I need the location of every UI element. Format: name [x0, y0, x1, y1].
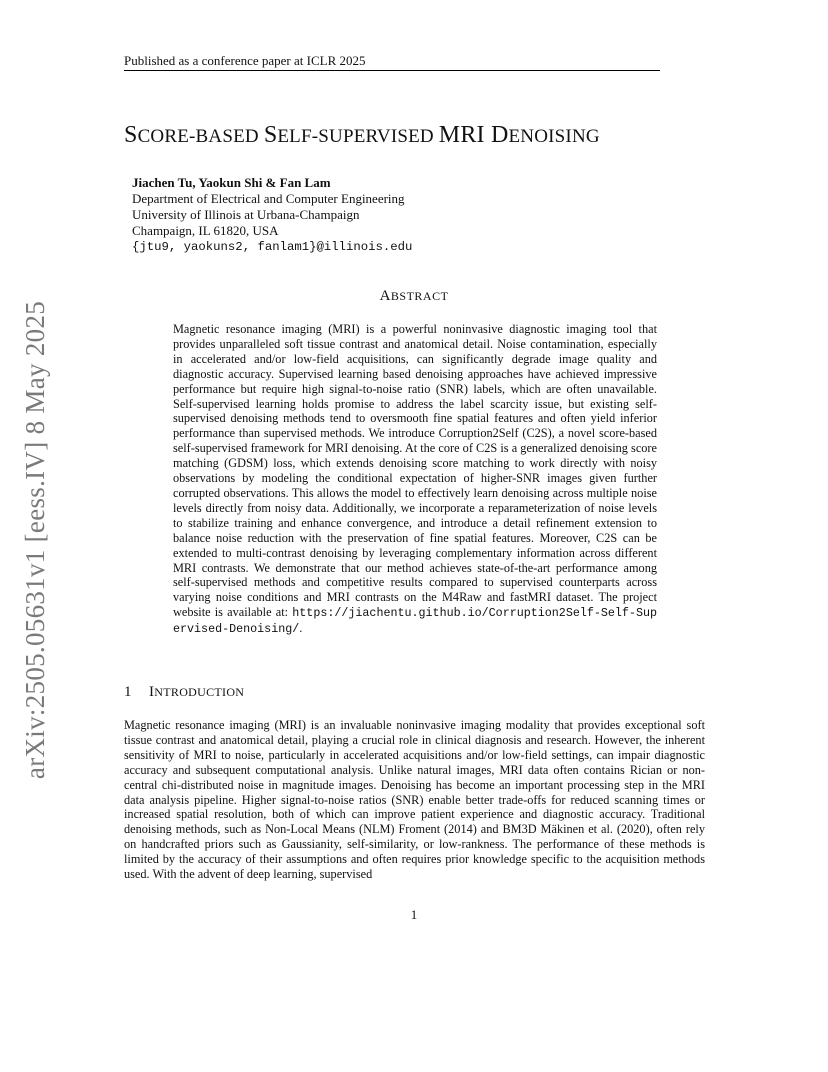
section-heading-introduction: 1 INTRODUCTION — [124, 684, 245, 700]
arxiv-sidebar-id: arXiv:2505.05631v1 [eess.IV] 8 May 2025 — [20, 300, 50, 780]
author-names: Jiachen Tu, Yaokun Shi & Fan Lam — [132, 175, 331, 190]
conference-note: Published as a conference paper at ICLR 2025 — [124, 53, 366, 68]
header-rule — [124, 70, 660, 71]
author-emails[interactable]: {jtu9, yaokuns2, fanlam1}@illinois.edu — [132, 240, 413, 254]
project-url-link[interactable]: https://jiachentu.github.io/Corruption2Self-Self-Supervised-Denoising/ — [173, 606, 657, 637]
introduction-paragraph: Magnetic resonance imaging (MRI) is an invaluable noninvasive imaging modality that provides exceptional soft tissue contrast and anatomical detail, playing a crucial role in clinical diagnosis and research. However, the inherent sensitivity of MRI to noise, particularly in accelerated acquisitions and/or low-field settings, can impair diagnostic accuracy and subsequent computational analysis. Unlike natural images, MRI data often contains Rician or non-central chi-distributed noise in magnitude images. Denoising has become an important processing step in the MRI data analysis pipeline. Higher signal-to-noise ratios (SNR) enable better trade-offs for reduced scanning times or increased spatial resolution, both of which can improve patient experience and diagnostic accuracy. Traditional denoising methods, such as Non-Local Means (NLM) Froment (2014) and BM3D Mäkinen et al. (2020), often rely on handcrafted priors such as Gaussianity, self-similarity, or low-rankness. The performance of these methods is limited by the accuracy of their assumptions and often requires prior knowledge specific to the acquisition methods used. With the advent of deep learning, supervised — [124, 718, 705, 882]
abstract-body: Magnetic resonance imaging (MRI) is a powerful noninvasive diagnostic imaging tool that provides unparalleled soft tissue contrast and anatomical detail. Noise contamination, especially in accelerated and/or low-field acquisitions, can significantly degrade image quality and diagnostic accuracy. Supervised learning based denoising approaches have achieved impressive performance but require high signal-to-noise ratio (SNR) labels, which are often unavailable. Self-supervised learning holds promise to address the label scarcity issue, but existing self-supervised denoising methods tend to oversmooth fine spatial features and often yield inferior performance than supervised methods. We introduce Corruption2Self (C2S), a novel score-based self-supervised framework for MRI denoising. At the core of C2S is a generalized denoising score matching (GDSM) loss, which extends denoising score matching to work directly with noisy observations by modeling the conditional expectation of higher-SNR images given further corrupted observations. This allows the model to effectively learn denoising across multiple noise levels directly from noisy data. Additionally, we incorporate a reparameterization of noise levels to stabilize training and enhance convergence, and introduce a detail refinement extension to balance noise reduction with the preservation of fine spatial features. Moreover, C2S can be extended to multi-contrast denoising by leveraging complementary information across different MRI contrasts. We demonstrate that our method achieves state-of-the-art performance among self-supervised methods and competitive results compared to supervised counterparts across varying noise conditions and MRI contrasts on the M4Raw and fastMRI dataset. The project website is available at: https://jiachentu.github.io/Corruption2Self-Self-Supervised-Denoising/. — [173, 322, 657, 637]
author-university: University of Illinois at Urbana-Champaign — [132, 207, 360, 222]
abstract-heading: ABSTRACT — [379, 288, 449, 304]
author-address: Champaign, IL 61820, USA — [132, 223, 279, 238]
author-block — [132, 175, 412, 255]
author-department: Department of Electrical and Computer Engineering — [132, 191, 405, 206]
page-number: 1 — [410, 907, 418, 922]
section-number: 1 — [124, 684, 132, 700]
paper-title: SCORE-BASED SELF-SUPERVISED MRI DENOISING — [124, 122, 600, 148]
abstract-text: Magnetic resonance imaging (MRI) is a powerful noninvasive diagnostic imaging tool that provides unparalleled soft tissue contrast and anatomical detail. Noise contamination, especially in accelerated and/or low-field acquisitions, can significantly degrade image quality and diagnostic accuracy. Supervised learning based denoising approaches have achieved impressive performance but require high signal-to-noise ratio (SNR) labels, which are often unavailable. Self-supervised learning holds promise to address the label scarcity issue, but existing self-supervised denoising methods tend to oversmooth fine spatial features and often yield inferior performance than supervised methods. We introduce Corruption2Self (C2S), a novel score-based self-supervised framework for MRI denoising. At the core of C2S is a generalized denoising score matching (GDSM) loss, which extends denoising score matching to work directly with noisy observations by modeling the conditional expectation of higher-SNR images given further corrupted observations. This allows the model to effectively learn denoising across multiple noise levels directly from noisy data. Additionally, we incorporate a reparameterization of noise levels to stabilize training and enhance convergence, and introduce a detail refinement extension to balance noise reduction with the preservation of fine spatial features. Moreover, C2S can be extended to multi-contrast denoising by leveraging complementary information across different MRI contrasts. We demonstrate that our method achieves state-of-the-art performance among self-supervised methods and competitive results compared to supervised counterparts across varying noise conditions and MRI contrasts on the M4Raw and fastMRI dataset. The project website is available at: — [173, 322, 657, 620]
